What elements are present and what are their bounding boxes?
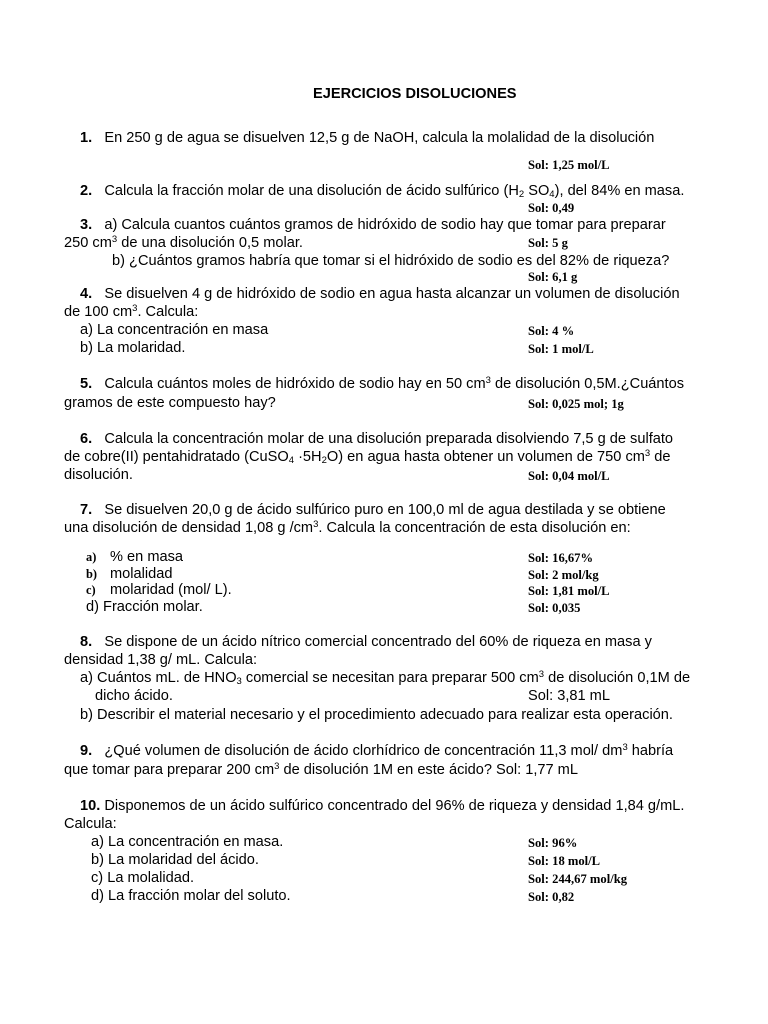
subscript: 4 (549, 189, 555, 200)
exercise-10-part-a: a) La concentración en masa. (91, 834, 284, 850)
exercise-text: de disolución 0,5M.¿Cuántos (490, 376, 685, 392)
exercise-text: 250 cm (64, 235, 112, 251)
exercise-number: 3. (80, 217, 93, 233)
exercise-7-part-d: d) Fracción molar. (86, 599, 203, 615)
solution: Sol: 4 % (528, 324, 575, 338)
solution: Sol: 3,81 mL (528, 688, 610, 704)
exercise-number: 4. (80, 286, 93, 302)
exercise-number: 1. (80, 130, 93, 146)
subscript: 3 (236, 676, 242, 687)
solution: Sol: 16,67% (528, 551, 594, 565)
exercise-4 (80, 286, 680, 303)
solution: Sol: 18 mol/L (528, 854, 601, 868)
exercise-text: comercial se necesitan para preparar 500 cm (241, 670, 539, 686)
superscript: 3 (538, 669, 545, 680)
subscript: 4 (288, 455, 295, 466)
exercise-6 (80, 431, 673, 448)
subscript: 2 (518, 189, 525, 200)
solution: Sol: 6,1 g (528, 270, 578, 284)
exercise-8 (80, 634, 652, 651)
solution: Sol: 0,82 (528, 890, 575, 904)
exercise-text: de (650, 449, 671, 465)
exercise-text: de una disolución 0,5 molar. (117, 235, 303, 251)
subscript: 2 (321, 455, 327, 466)
exercise-text: ), del 84% en masa. (554, 183, 685, 199)
superscript: 3 (313, 519, 319, 530)
exercise-8-part-b: b) Describir el material necesario y el procedimiento adecuado para realizar esta operación. (80, 707, 673, 723)
part-label: a) (86, 550, 97, 564)
solution: Sol: 0,04 mol/L (528, 469, 610, 483)
exercise-number: 8. (80, 634, 93, 650)
exercise-10-part-d: d) La fracción molar del soluto. (91, 888, 291, 904)
exercise-4-part-a: a) La concentración en masa (80, 322, 269, 338)
exercise-text: Se disuelven 20,0 g de ácido sulfúrico puro en 100,0 ml de agua destilada y se obtiene (104, 502, 666, 518)
exercise-number: 7. (80, 502, 93, 518)
part-label: c) (86, 583, 96, 597)
exercise-text: Se disuelven 4 g de hidróxido de sodio en agua hasta alcanzar un volumen de disolución (104, 286, 680, 302)
solution: Sol: 5 g (528, 236, 568, 250)
exercise-10-line2: Calcula: (64, 816, 117, 832)
exercise-text: ¿Qué volumen de disolución de ácido clorhídrico de concentración 11,3 mol/ dm (104, 743, 623, 759)
exercise-text: O) en agua hasta obtener un volumen de 750 cm (326, 449, 645, 465)
exercise-text: de 100 cm (64, 304, 133, 320)
exercise-9 (80, 743, 673, 760)
exercise-5 (80, 376, 684, 393)
exercise-7-part-c (86, 582, 232, 599)
exercise-text: de disolución 1M en este ácido? Sol: 1,77 mL (279, 762, 578, 778)
exercise-text: de disolución 0,1M de (544, 670, 691, 686)
solution: Sol: 244,67 mol/kg (528, 872, 628, 886)
page-title: EJERCICIOS DISOLUCIONES (313, 86, 517, 102)
exercise-7-part-a (86, 549, 184, 566)
exercise-4-line2 (64, 304, 198, 321)
solution: Sol: 1,81 mol/L (528, 584, 610, 598)
solution: Sol: 0,49 (528, 201, 575, 215)
superscript: 3 (274, 761, 280, 772)
exercise-text: . Calcula: (137, 304, 199, 320)
exercise-number: 5. (80, 376, 93, 392)
exercise-text: de cobre(II) pentahidratado (CuSO (64, 449, 289, 465)
superscript: 3 (485, 375, 491, 386)
superscript: 3 (644, 448, 651, 459)
superscript: 3 (132, 303, 138, 314)
solution: Sol: 1,25 mol/L (528, 158, 610, 172)
exercise-3 (80, 217, 666, 234)
exercise-5-line2: gramos de este compuesto hay? (64, 395, 276, 411)
solution: Sol: 2 mol/kg (528, 568, 599, 582)
superscript: 3 (111, 234, 118, 245)
exercise-text: a) Calcula cuantos cuántos gramos de hidróxido de sodio hay que tomar para preparar (104, 217, 666, 233)
solution: Sol: 96% (528, 836, 578, 850)
exercise-10 (80, 798, 684, 815)
exercise-number: 10. (80, 798, 101, 814)
exercise-6-line2 (64, 449, 671, 466)
solution: Sol: 0,035 (528, 601, 581, 615)
part-text: molaridad (mol/ L). (110, 582, 232, 598)
exercise-2 (80, 183, 684, 200)
exercise-3-part-b: b) ¿Cuántos gramos habría que tomar si el hidróxido de sodio es del 82% de riqueza? (112, 253, 670, 269)
exercise-text: a) Cuántos mL. de HNO (80, 670, 237, 686)
exercise-7 (80, 502, 666, 519)
exercise-7-part-b (86, 566, 173, 583)
exercise-text: una disolución de densidad 1,08 g /cm (64, 520, 314, 536)
exercise-8-part-a (80, 670, 690, 687)
exercise-text: Calcula cuántos moles de hidróxido de sodio hay en 50 cm (104, 376, 486, 392)
exercise-number: 9. (80, 743, 93, 759)
exercise-number: 6. (80, 431, 93, 447)
exercise-text: ·5H (294, 449, 322, 465)
exercise-9-line2 (64, 762, 578, 779)
exercise-text: habría (627, 743, 674, 759)
exercise-text: Disponemos de un ácido sulfúrico concentrado del 96% de riqueza y densidad 1,84 g/mL. (104, 798, 685, 814)
exercise-8-line2: densidad 1,38 g/ mL. Calcula: (64, 652, 258, 668)
exercise-text: Se dispone de un ácido nítrico comercial concentrado del 60% de riqueza en masa y (104, 634, 652, 650)
part-label: b) (86, 567, 98, 581)
solution: Sol: 1 mol/L (528, 342, 594, 356)
exercise-10-part-c: c) La molalidad. (91, 870, 195, 886)
exercise-number: 2. (80, 183, 93, 199)
exercise-4-part-b: b) La molaridad. (80, 340, 186, 356)
solution: Sol: 0,025 mol; 1g (528, 397, 624, 411)
exercise-8-line4: dicho ácido. (95, 688, 173, 704)
part-text: molalidad (110, 566, 173, 582)
exercise-text: En 250 g de agua se disuelven 12,5 g de NaOH, calcula la molalidad de la disolución (104, 130, 655, 146)
exercise-text: Calcula la fracción molar de una disolución de ácido sulfúrico (H (104, 183, 519, 199)
exercise-text: SO (524, 183, 550, 199)
exercise-3-line2 (64, 235, 303, 252)
exercise-text: que tomar para preparar 200 cm (64, 762, 275, 778)
exercise-10-part-b: b) La molaridad del ácido. (91, 852, 259, 868)
exercise-1 (80, 130, 654, 147)
superscript: 3 (622, 742, 628, 753)
part-text: % en masa (110, 549, 184, 565)
exercise-7-line2 (64, 520, 631, 537)
exercise-text: Calcula la concentración molar de una disolución preparada disolviendo 7,5 g de sulfato (104, 431, 674, 447)
exercise-text: . Calcula la concentración de esta disolución en: (318, 520, 631, 536)
exercise-6-line3: disolución. (64, 467, 133, 483)
